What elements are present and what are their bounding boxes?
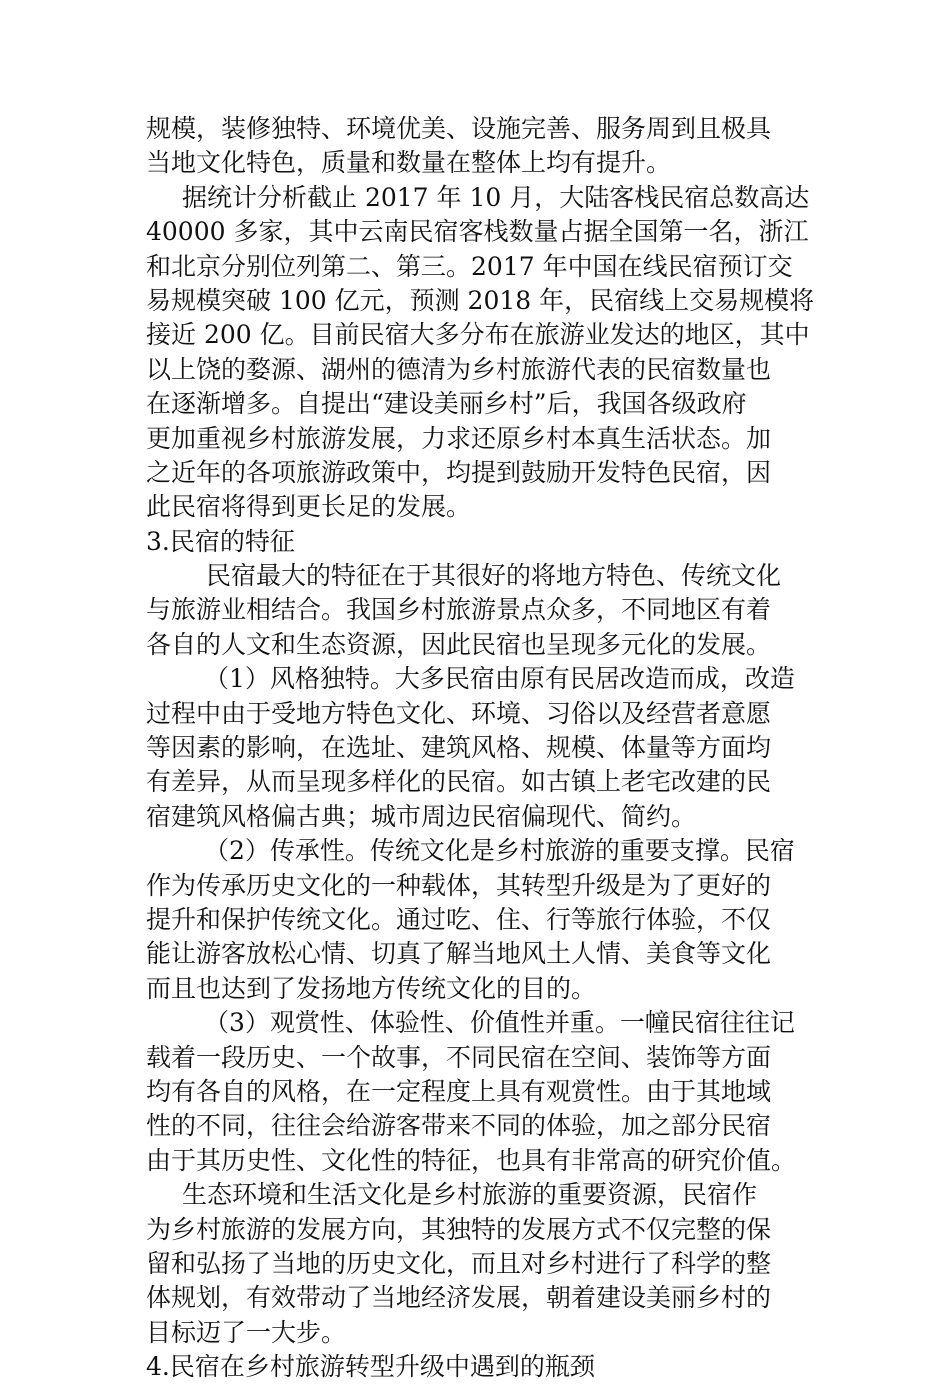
text-line: 有差异，从而呈现多样化的民宿。如古镇上老宅改建的民 — [146, 767, 772, 797]
text-line: 体规划，有效带动了当地经济发展，朝着建设美丽乡村的 — [146, 1283, 772, 1313]
paragraph-feature-3 — [146, 1006, 810, 1178]
text-line: 作为传承历史文化的一种载体，其转型升级是为了更好的 — [146, 870, 772, 900]
text-line: 当地文化特色，质量和数量在整体上均有提升。 — [146, 148, 672, 178]
heading-text: 3.民宿的特征 — [146, 526, 295, 556]
text-line: 据统计分析截止 2017 年 10 月，大陆客栈民宿总数高达 — [182, 182, 810, 212]
text-line: 规模，装修独特、环境优美、设施完善、服务周到且极具 — [146, 114, 772, 143]
text-line: 与旅游业相结合。我国乡村旅游景点众多，不同地区有着 — [146, 595, 772, 625]
text-line: 能让游客放松心情、切真了解当地风土人情、美食等文化 — [146, 939, 772, 969]
text-line: 40000 多家，其中云南民宿客栈数量占据全国第一名，浙江 — [146, 217, 809, 247]
section-heading-3 — [146, 525, 810, 559]
text-line: 易规模突破 100 亿元，预测 2018 年，民宿线上交易规模将 — [146, 285, 815, 315]
text-line: 各自的人文和生态资源，因此民宿也呈现多元化的发展。 — [146, 629, 772, 659]
paragraph-conclusion — [146, 1178, 810, 1350]
text-line: 以上饶的婺源、湖州的德清为乡村旅游代表的民宿数量也 — [146, 354, 772, 384]
paragraph-feature-intro — [146, 559, 810, 662]
text-line: （1）风格独特。大多民宿由原有民居改造而成，改造 — [204, 664, 795, 694]
text-line: 民宿最大的特征在于其很好的将地方特色、传统文化 — [206, 561, 782, 591]
text-line: 由于其历史性、文化性的特征，也具有非常高的研究价值。 — [146, 1145, 797, 1175]
text-line: 宿建筑风格偏古典；城市周边民宿偏现代、简约。 — [146, 801, 697, 831]
text-line: 之近年的各项旅游政策中，均提到鼓励开发特色民宿，因 — [146, 457, 772, 487]
text-line: 过程中由于受地方特色文化、环境、习俗以及经营者意愿 — [146, 698, 772, 728]
text-line: 和北京分别位列第二、第三。2017 年中国在线民宿预订交 — [146, 251, 793, 281]
section-heading-4 — [146, 1350, 810, 1384]
text-line: 在逐渐增多。自提出“建设美丽乡村”后，我国各级政府 — [146, 389, 747, 419]
document-page — [146, 112, 815, 1384]
text-line: 等因素的影响，在选址、建筑风格、规模、体量等方面均 — [146, 733, 772, 763]
text-line: 目标迈了一大步。 — [146, 1317, 347, 1347]
paragraph-feature-1 — [146, 662, 810, 834]
text-line: 性的不同，往往会给游客带来不同的体验，加之部分民宿 — [146, 1111, 772, 1141]
text-line: 接近 200 亿。目前民宿大多分布在旅游业发达的地区，其中 — [146, 320, 810, 350]
text-line: 更加重视乡村旅游发展，力求还原乡村本真生活状态。加 — [146, 423, 772, 453]
text-line: 为乡村旅游的发展方向，其独特的发展方式不仅完整的保 — [146, 1214, 772, 1244]
text-line: （3）观赏性、体验性、价值性并重。一幢民宿往往记 — [204, 1008, 795, 1038]
text-line: 载着一段历史、一个故事，不同民宿在空间、装饰等方面 — [146, 1042, 772, 1072]
paragraph-feature-2 — [146, 834, 810, 1006]
text-line: 此民宿将得到更长足的发展。 — [146, 492, 472, 522]
text-line: 而且也达到了发扬地方传统文化的目的。 — [146, 973, 597, 1003]
heading-text: 4.民宿在乡村旅游转型升级中遇到的瓶颈 — [146, 1352, 595, 1382]
paragraph-statistics — [146, 181, 815, 525]
text-line: 提升和保护传统文化。通过吃、住、行等旅行体验，不仅 — [146, 904, 772, 934]
text-line: 生态环境和生活文化是乡村旅游的重要资源，民宿作 — [182, 1180, 758, 1210]
text-line: 留和弘扬了当地的历史文化，而且对乡村进行了科学的整 — [146, 1248, 772, 1278]
paragraph-scale — [146, 112, 810, 181]
text-line: （2）传承性。传统文化是乡村旅游的重要支撑。民宿 — [204, 836, 795, 866]
text-line: 均有各自的风格，在一定程度上具有观赏性。由于其地域 — [146, 1076, 772, 1106]
